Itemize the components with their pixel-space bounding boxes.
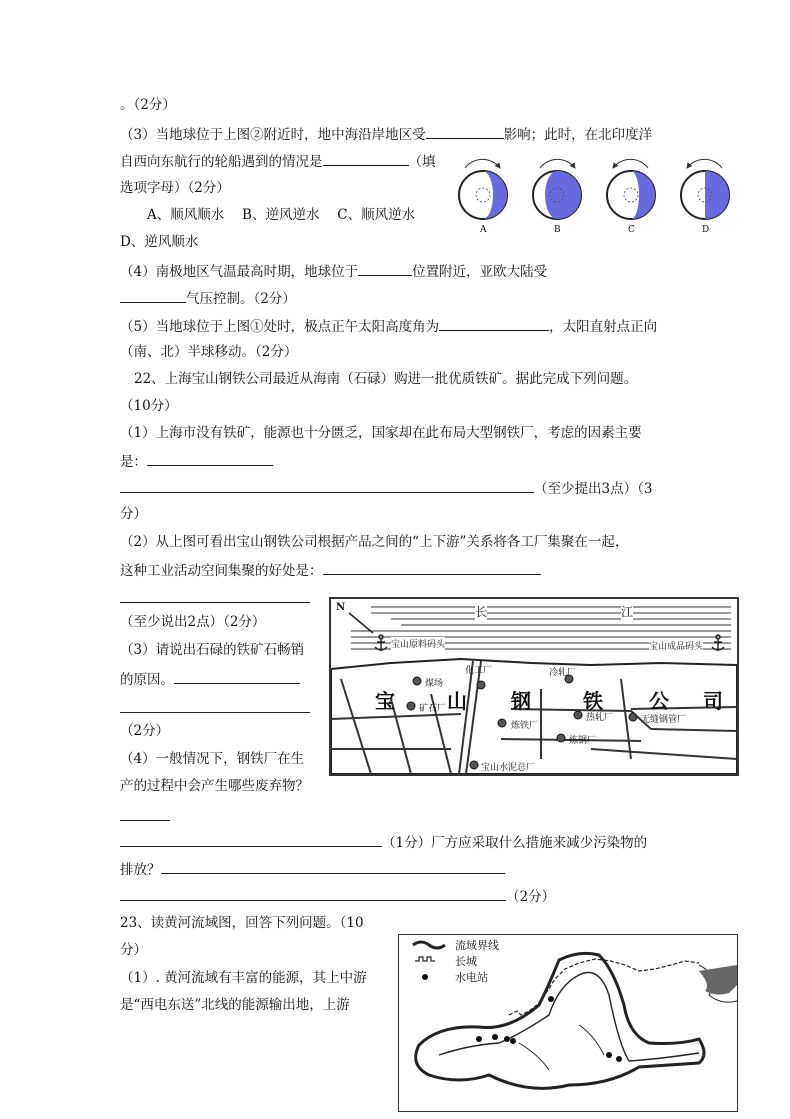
globe-d xyxy=(681,159,729,219)
q22-part4-text: （1分）厂方应采取什么措施来减少污染物的 xyxy=(382,835,648,851)
map-label-chemical: 化工厂 xyxy=(465,666,493,676)
q21-part3-text-d: （填 xyxy=(408,154,436,170)
q22-part4-text-b: 排放？ xyxy=(120,862,161,878)
answer-blank-measures-b[interactable] xyxy=(120,886,506,901)
answer-blank-factors-b[interactable] xyxy=(120,478,534,493)
map-company-char-5: 公 xyxy=(649,689,669,713)
q22-part1-line2 xyxy=(120,451,273,471)
q21-part4-text-b: 位置附近，亚欧大陆受 xyxy=(412,264,548,280)
q21-part4-text-a: （4）南极地区气温最高时期，地球位于 xyxy=(120,264,359,280)
globes-figure xyxy=(450,158,740,240)
answer-blank-measures-a[interactable] xyxy=(161,859,505,874)
q22-part4-line2: 产的过程中会产生哪些废弃物？ xyxy=(120,778,309,794)
q23-title: 23、读黄河流域图，回答下列问题。（10 xyxy=(120,915,364,931)
map-label-product-wharf: 宝山成品码头 xyxy=(649,639,703,652)
q21-part3-text-a: （3）当地球位于上图②附近时，地中海沿岸地区受 xyxy=(120,127,426,143)
map-label-coal: 煤场 xyxy=(425,679,444,689)
q21-part3-line2 xyxy=(120,151,436,171)
q22-score: （10分） xyxy=(120,398,178,414)
q22-part1-note: （至少提出3点）（3 xyxy=(534,481,653,497)
q21-part3-text-c: 自西向东航行的轮船遇到的情况是 xyxy=(120,154,323,170)
q21-options-abc: A、顺风顺水 B、逆风逆水 C、顺风逆水 xyxy=(147,207,416,223)
legend-great-wall: 长城 xyxy=(455,955,477,968)
answer-blank-pressure-type[interactable] xyxy=(120,288,186,303)
q23-score: 分） xyxy=(120,942,147,958)
legend-basin-boundary: 流域界线 xyxy=(455,939,499,952)
map-label-raw-wharf: 宝山原料码头 xyxy=(391,637,445,650)
q21-prev-score: 。（2分） xyxy=(120,97,176,113)
q21-part5-text-a: （5）当地球位于上图①处时，极点正午太阳高度角为 xyxy=(120,319,440,335)
map-label-seamless: 无缝钢管厂 xyxy=(641,715,687,725)
map-company-char-1: 宝 xyxy=(375,689,395,713)
q21-option-d: D、逆风顺水 xyxy=(120,234,199,250)
q21-part3-line1 xyxy=(120,124,652,144)
q22-part2-line1: （2）从上图可看出宝山钢铁公司根据产品之间的“上下游”关系将各工厂集聚在一起， xyxy=(120,534,629,550)
q22-part3-score: （2分） xyxy=(120,723,170,739)
answer-blank-factors-a[interactable] xyxy=(147,451,273,466)
map-company-char-3: 钢 xyxy=(511,689,531,713)
legend-hydro-station: 水电站 xyxy=(455,971,488,984)
q22-part3-line2 xyxy=(120,669,300,689)
answer-blank-reason-b[interactable] xyxy=(120,712,310,713)
q22-title: 22、上海宝山钢铁公司最近从海南（石碌）购进一批优质铁矿。据此完成下列问题。 xyxy=(134,371,638,387)
q21-part3-text-b: 影响；此时，在北印度洋 xyxy=(503,127,653,143)
q21-part3-line3: 选项字母）（2分） xyxy=(120,180,230,196)
answer-blank-ship[interactable] xyxy=(323,151,409,166)
q21-part5-text-b: ，太阳直射点正向 xyxy=(549,319,658,335)
answer-blank-waste-b[interactable] xyxy=(120,832,382,847)
q21-part4-line2 xyxy=(120,288,296,308)
globe-label-c: C xyxy=(628,225,635,235)
q22-part1-line1: （1）上海市没有铁矿，能源也十分匮乏，国家却在此布局大型钢铁厂，考虑的因素主要 xyxy=(120,425,642,441)
q22-part2-line2 xyxy=(120,560,541,580)
map-river-char-2: 江 xyxy=(621,605,634,619)
map-river-char-1: 长 xyxy=(475,605,488,619)
q22-part4-line1: （4）一般情况下，钢铁厂在生 xyxy=(120,751,305,767)
q22-part3-text: 的原因。 xyxy=(120,672,174,688)
yellow-river-graphics xyxy=(399,935,737,1111)
yellow-river-map xyxy=(398,934,738,1112)
q23-part1-line1: （1）. 黄河流域有丰富的能源，其上中游 xyxy=(120,970,367,986)
globe-label-d: D xyxy=(702,225,710,235)
q21-part4-text-c: 气压控制。（2分） xyxy=(186,291,296,307)
q22-part2-note: （至少说出2点）（2分） xyxy=(120,614,266,630)
q22-part1-line3 xyxy=(120,478,652,498)
answer-blank-benefit-b[interactable] xyxy=(120,602,310,603)
globe-b xyxy=(533,159,581,219)
globe-c xyxy=(607,159,655,219)
map-label-steelmaking: 炼钢厂 xyxy=(569,736,597,746)
answer-blank-pressure[interactable] xyxy=(426,124,504,139)
answer-blank-reason-a[interactable] xyxy=(174,669,300,684)
q21-part5-line2: （南、北）半球移动。（2分） xyxy=(120,344,298,360)
q22-part3-line1: （3）请说出石碌的铁矿石畅销 xyxy=(120,642,305,658)
baoshan-steel-map xyxy=(329,597,739,776)
q22-part4-line5 xyxy=(120,886,555,906)
q22-part4-score: （2分） xyxy=(506,889,556,905)
map-label-cold-rolling: 冷轧厂 xyxy=(549,668,577,678)
q21-part5-line1 xyxy=(120,316,657,336)
answer-blank-position[interactable] xyxy=(358,261,412,276)
globe-label-b: B xyxy=(554,225,561,235)
map-company-char-4: 铁 xyxy=(583,689,603,713)
map-north-label: N xyxy=(336,602,346,613)
map-company-char-2: 山 xyxy=(447,689,467,713)
globe-a xyxy=(459,159,507,219)
q22-part2-text: 这种工业活动空间集聚的好处是： xyxy=(120,563,323,579)
globe-label-a: A xyxy=(480,225,487,235)
map-label-hot-rolling: 热轧厂 xyxy=(586,713,614,723)
q23-part1-line2: 是“西电东送”北线的能源输出地，上游 xyxy=(120,997,350,1013)
q22-part1-text: 是： xyxy=(120,454,147,470)
map-label-cement: 宝山水泥总厂 xyxy=(481,763,536,773)
q22-part4-line3 xyxy=(120,832,647,852)
answer-blank-benefit-a[interactable] xyxy=(323,560,541,575)
q21-part4-line1 xyxy=(120,261,547,281)
answer-blank-angle[interactable] xyxy=(439,316,549,331)
q22-part4-line4 xyxy=(120,859,505,879)
map-label-ironmaking: 炼铁厂 xyxy=(511,721,539,731)
answer-blank-waste-a[interactable] xyxy=(120,820,170,821)
q22-part1-score: 分） xyxy=(120,506,147,522)
map-company-char-6: 司 xyxy=(703,689,723,713)
map-label-ore: 矿石厂 xyxy=(419,704,447,714)
